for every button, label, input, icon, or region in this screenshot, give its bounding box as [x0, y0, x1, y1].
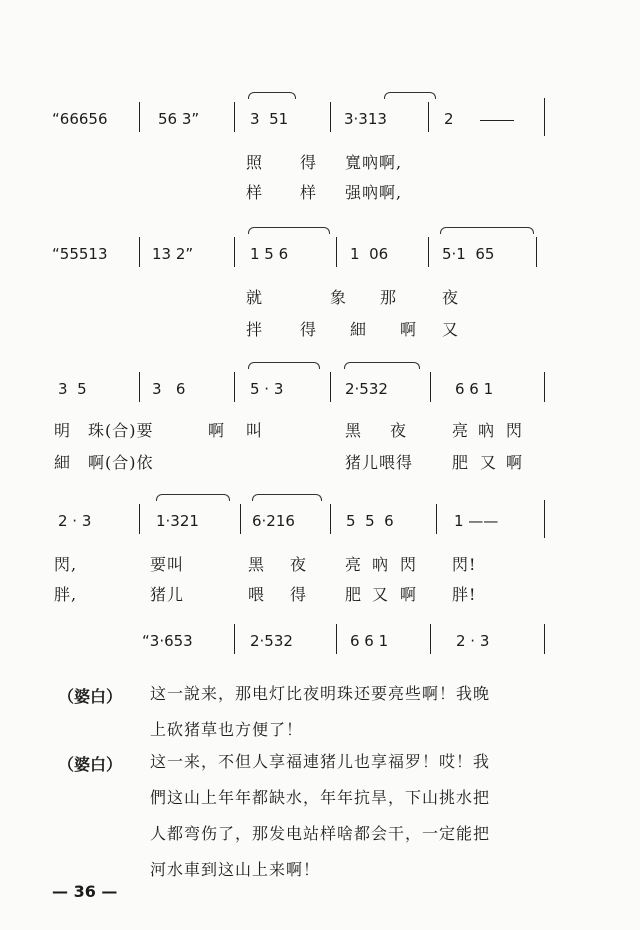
dialogue-line: 这一来，不但人享福連猪儿也享福罗！哎！我 — [150, 752, 491, 771]
lyric-3a: 啊 — [208, 421, 226, 440]
lyric-1a: 寬吶啊, — [345, 153, 403, 172]
measure-3-5: 6 6 1 — [455, 380, 494, 398]
lyric-4a: 夜 — [290, 555, 308, 574]
measure-3-1: 3 5 — [58, 380, 87, 398]
measure-1-5: 2 — [444, 110, 454, 128]
lyric-1b: 样 — [300, 183, 318, 202]
measure-2-1: “55513 — [52, 245, 108, 263]
lyric-3b: 猪儿喂得 — [345, 453, 414, 472]
lyric-4a: 閃! — [452, 555, 477, 574]
measure-2-2: 13 2” — [152, 245, 194, 263]
barline — [428, 237, 429, 267]
dialogue-text — [150, 744, 550, 888]
lyric-4a: 吶 — [372, 555, 390, 574]
lyric-4a: 閃 — [400, 555, 418, 574]
measure-1-1: “66656 — [52, 110, 108, 128]
score-system-5 — [0, 612, 640, 667]
barline — [234, 102, 235, 132]
barline — [430, 624, 431, 654]
measure-2-5: 5·1 65 — [442, 245, 495, 263]
barline — [330, 102, 331, 132]
lyric-4b: 得 — [290, 585, 308, 604]
page-number: — 36 — — [52, 882, 118, 901]
lyric-2b: 拌 — [246, 320, 264, 339]
lyric-3a: 珠(合)要 — [88, 421, 154, 440]
measure-2-3: 1 5 6 — [250, 245, 289, 263]
slur — [344, 362, 420, 369]
barline — [330, 504, 331, 534]
double-barline — [544, 98, 545, 136]
measure-1-2: 56 3” — [158, 110, 200, 128]
speaker-label: （婆白） — [58, 755, 123, 774]
barline — [240, 504, 241, 534]
measure-4-3: 6·216 — [252, 512, 295, 530]
dialogue-line: 們这山上年年都缺水，年年抗旱，下山挑水把 — [150, 788, 491, 807]
measure-2-4: 1 06 — [350, 245, 389, 263]
dialogue-line: 上砍猪草也方便了！ — [150, 720, 304, 739]
lyric-4a: 要叫 — [150, 555, 185, 574]
lyric-3a: 黑 — [345, 421, 363, 440]
lyric-2b: 又 — [442, 320, 460, 339]
dialogue-text — [150, 676, 550, 748]
lyric-2a: 象 — [330, 288, 348, 307]
dialogue-line: 河水車到这山上来啊！ — [150, 860, 321, 879]
lyric-3b: 啊 — [506, 453, 524, 472]
slur — [384, 92, 436, 99]
measure-1-4: 3·313 — [344, 110, 387, 128]
slur — [248, 227, 330, 234]
lyric-3a: 吶 — [478, 421, 496, 440]
lyric-4b: 胖! — [452, 585, 477, 604]
slur — [248, 362, 320, 369]
measure-1-3: 3 51 — [250, 110, 289, 128]
lyric-4a: 閃, — [54, 555, 78, 574]
slur — [156, 494, 230, 501]
score-system-4 — [0, 492, 640, 607]
lyric-3a: 叫 — [246, 421, 264, 440]
measure-4-2: 1·321 — [156, 512, 199, 530]
slur — [248, 92, 296, 99]
dialogue-line: 这一說来，那电灯比夜明珠还要亮些啊！我晚 — [150, 684, 491, 703]
lyric-2b: 得 — [300, 320, 318, 339]
score-system-3 — [0, 360, 640, 470]
lyric-3b: 肥 — [452, 453, 470, 472]
barline — [544, 372, 545, 402]
lyric-4a: 亮 — [345, 555, 363, 574]
barline — [139, 372, 140, 402]
barline — [234, 624, 235, 654]
measure-5-1: “3·653 — [142, 632, 193, 650]
lyric-4b: 胖, — [54, 585, 78, 604]
measure-4-1: 2 · 3 — [58, 512, 92, 530]
barline — [436, 504, 437, 534]
slur — [440, 227, 534, 234]
lyric-3a: 閃 — [506, 421, 524, 440]
double-barline — [544, 500, 545, 538]
measure-4-5: 1 —— — [454, 512, 499, 530]
barline — [336, 624, 337, 654]
barline — [139, 102, 140, 132]
barline — [536, 237, 537, 267]
lyric-1b: 样 — [246, 183, 264, 202]
lyric-4b: 喂 — [248, 585, 266, 604]
measure-4-4: 5 5 6 — [346, 512, 394, 530]
barline — [544, 624, 545, 654]
barline — [139, 237, 140, 267]
lyric-3a: 夜 — [390, 421, 408, 440]
lyric-4b: 啊 — [400, 585, 418, 604]
lyric-1b: 强吶啊, — [345, 183, 403, 202]
lyric-2a: 就 — [246, 288, 264, 307]
lyric-4b: 猪儿 — [150, 585, 185, 604]
dialogue-line: 人都弯伤了，那发电站样啥都会干，一定能把 — [150, 824, 491, 843]
measure-3-4: 2·532 — [345, 380, 388, 398]
barline — [139, 504, 140, 534]
barline — [336, 237, 337, 267]
lyric-3b: 細 — [54, 453, 72, 472]
lyric-4a: 黑 — [248, 555, 266, 574]
score-system-2 — [0, 225, 640, 340]
lyric-2b: 細 — [350, 320, 368, 339]
sustain-dash — [480, 120, 514, 121]
lyric-3b: 又 — [480, 453, 498, 472]
score-system-1 — [0, 90, 640, 200]
lyric-3a: 明 — [54, 421, 72, 440]
speaker-label: （婆白） — [58, 687, 123, 706]
barline — [234, 372, 235, 402]
barline — [330, 372, 331, 402]
lyric-1a: 得 — [300, 153, 318, 172]
lyric-4b: 又 — [372, 585, 390, 604]
lyric-3a: 亮 — [452, 421, 470, 440]
measure-3-2: 3 6 — [152, 380, 186, 398]
lyric-2a: 夜 — [442, 288, 460, 307]
measure-5-3: 6 6 1 — [350, 632, 389, 650]
barline — [234, 237, 235, 267]
lyric-2b: 啊 — [400, 320, 418, 339]
measure-5-2: 2·532 — [250, 632, 293, 650]
lyric-4b: 肥 — [345, 585, 363, 604]
barline — [430, 372, 431, 402]
measure-5-4: 2 · 3 — [456, 632, 490, 650]
measure-3-3: 5 · 3 — [250, 380, 284, 398]
lyric-1a: 照 — [246, 153, 264, 172]
lyric-2a: 那 — [380, 288, 398, 307]
slur — [252, 494, 322, 501]
lyric-3b: 啊(合)依 — [88, 453, 154, 472]
barline — [428, 102, 429, 132]
